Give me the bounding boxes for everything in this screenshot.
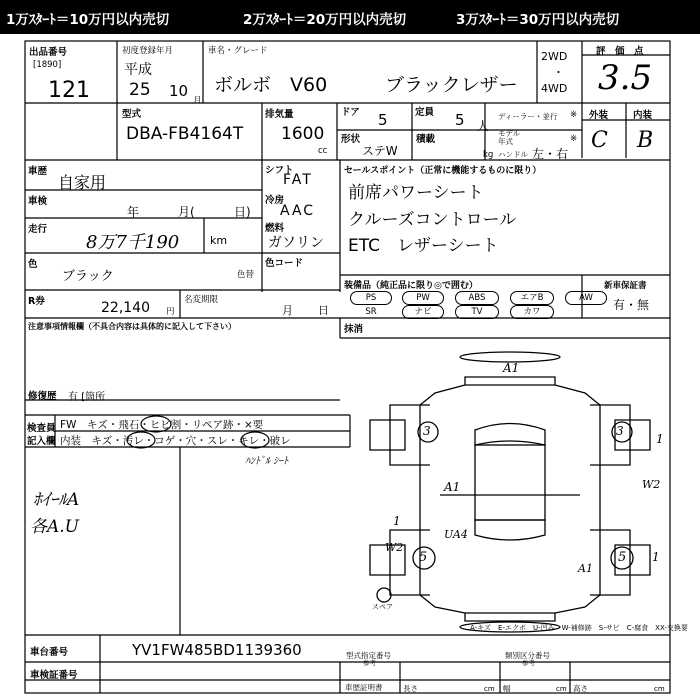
- registration-era: 平成: [124, 62, 152, 78]
- equip-sr: SR: [365, 307, 377, 317]
- drive-dot: ・: [553, 66, 564, 79]
- banner-start-10k: 1万ｽﾀｰﾄ＝10万円以内売切: [6, 12, 170, 28]
- displacement-value: 1600: [281, 124, 325, 144]
- handle-value: 左・右: [532, 147, 569, 161]
- dealer-mark: ※: [570, 110, 578, 120]
- score-label: 評 価 点: [596, 46, 644, 57]
- lot-label: 出品番号: [29, 47, 68, 58]
- lot-sub: [1890]: [33, 60, 62, 70]
- name-change-day: 日: [318, 304, 329, 317]
- form-sub: 参考: [363, 659, 376, 667]
- shift-label: シフト: [265, 165, 294, 176]
- equip-airbag: エアB: [510, 291, 554, 305]
- drive-2wd: 2WD: [541, 50, 568, 63]
- lot-number: 121: [48, 78, 90, 103]
- history-count-label: 車検証番号: [30, 670, 78, 681]
- aircon-label: 冷房: [265, 195, 285, 206]
- capacity-label: 定員: [415, 107, 435, 118]
- inspection-year: 年: [127, 205, 140, 219]
- handwritten-note-each: 各A.U: [30, 517, 80, 537]
- equip-aw: AW: [565, 291, 607, 305]
- inspection-label: 車検: [28, 196, 48, 207]
- chassis-label: 車台番号: [30, 647, 69, 658]
- warranty-label: 新車保証書: [604, 281, 647, 291]
- handwritten-note-handle-seat: ﾊﾝﾄﾞﾙ ｼｰﾄ: [245, 456, 289, 467]
- equip-pw: PW: [402, 291, 444, 305]
- car-name: ボルボ V60: [214, 74, 328, 96]
- length-unit: cm: [484, 685, 495, 693]
- damage-mark-front-left: 3: [423, 424, 431, 438]
- registration-month: 10: [169, 82, 189, 100]
- sales-point-1: 前席パワーシート: [348, 183, 484, 203]
- usage-value: 自家用: [58, 173, 107, 192]
- model-year-mark: ※: [570, 134, 578, 144]
- equip-leather: カワ: [510, 305, 554, 319]
- damage-mark-left-1: 1: [393, 514, 401, 528]
- inspector-entry-label: 記入欄: [27, 436, 56, 447]
- sales-point-3: ETC レザーシート: [348, 236, 499, 256]
- capacity-value: 5: [455, 111, 465, 129]
- banner-start-30k: 3万ｽﾀｰﾄ＝30万円以内売切: [456, 12, 620, 28]
- damage-mark-front-right: 3: [616, 424, 624, 438]
- doors-label: ドア: [341, 107, 360, 118]
- mileage-value: 8万7千190: [86, 232, 180, 253]
- equip-abs: ABS: [455, 291, 499, 305]
- grade-int-value: B: [637, 128, 654, 153]
- recycle-unit: 円: [166, 307, 175, 317]
- shift-value: FAT: [283, 172, 313, 188]
- model-value: DBA-FB4164T: [126, 124, 244, 144]
- fuel-value: ガソリン: [268, 235, 324, 251]
- registration-month-unit: 月: [193, 96, 202, 106]
- model-year-label: モデル年式: [498, 129, 521, 146]
- name-change-month: 月: [282, 304, 293, 317]
- color-change: 色替: [237, 270, 255, 280]
- registration-year: 25: [129, 80, 151, 100]
- mileage-unit: km: [210, 234, 228, 247]
- damage-mark-rear-a1: A1: [578, 562, 593, 575]
- inspector-label: 検査員: [27, 423, 56, 434]
- score-value: 3.5: [598, 58, 653, 98]
- damage-mark-left-w2: W2: [385, 541, 404, 554]
- class-sub: 参考: [522, 659, 535, 667]
- doors-value: 5: [378, 111, 388, 129]
- height-label: 高さ: [573, 684, 588, 693]
- color-value: ブラック: [62, 269, 114, 284]
- equip-ps: PS: [350, 291, 392, 305]
- drive-4wd: 4WD: [541, 82, 568, 95]
- damage-mark-right-w2: W2: [642, 478, 661, 491]
- inspector-row-fw: FW キズ・飛石・ヒビ割・リペア跡・×要: [60, 419, 264, 431]
- displacement-unit: cc: [318, 146, 328, 156]
- inspection-day: 日): [234, 205, 251, 219]
- shape-value: ステW: [362, 144, 398, 158]
- usage-label: 車歴: [28, 166, 48, 177]
- recycle-label: R券: [28, 296, 45, 307]
- repair-history: 修復歴: [28, 391, 57, 402]
- equip-navi: ナビ: [402, 305, 444, 319]
- form-label: 型式指定番号: [346, 651, 391, 660]
- fuel-label: 燃料: [265, 223, 285, 234]
- damage-mark-roof-ua4: UA4: [444, 528, 468, 541]
- grade-ext-label: 外装: [589, 110, 609, 121]
- displacement-label: 排気量: [265, 109, 294, 120]
- damage-mark-rear-left: 5: [419, 550, 428, 565]
- equip-tv: TV: [455, 305, 499, 319]
- car-grade: ブラックレザー: [385, 74, 518, 96]
- banner-start-20k: 2万ｽﾀｰﾄ＝20万円以内売切: [243, 12, 407, 28]
- length-label: 長さ: [403, 684, 418, 693]
- chassis-value: YV1FW485BD1139360: [132, 641, 302, 659]
- notes-label: 注意事項情報欄（不具合内容は具体的に記入して下さい）: [28, 322, 236, 331]
- damage-mark-rear-right: 5: [618, 550, 627, 565]
- class-label: 類別区分番号: [505, 651, 550, 660]
- name-change-label: 名変期限: [184, 295, 219, 305]
- damage-mark-top: A1: [503, 361, 520, 375]
- certificate-label: 車歴証明書: [345, 683, 383, 692]
- recycle-value: 22,140: [101, 300, 150, 316]
- color-code-label: 色コード: [265, 258, 304, 269]
- load-unit: kg: [483, 150, 494, 160]
- handle-label: ハンドル: [498, 150, 528, 159]
- damage-mark-left-a1: A1: [444, 480, 461, 494]
- shape-label: 形状: [341, 134, 361, 145]
- damage-legend: A-キズ E-エクボ U-凹み W-補修跡 S-サビ C-腐食 XX-交換要: [470, 624, 688, 632]
- warranty-value: 有・無: [613, 298, 650, 312]
- disposal-label: 抹消: [344, 324, 364, 335]
- car-label: 車名・グレード: [208, 46, 268, 56]
- mileage-label: 走行: [28, 224, 48, 235]
- inspection-month: 月(: [178, 205, 195, 219]
- color-label: 色: [28, 259, 38, 270]
- grade-int-label: 内装: [633, 110, 653, 121]
- load-label: 積載: [416, 134, 436, 145]
- width-unit: cm: [556, 685, 567, 693]
- dealer-label: ディーラー・並行: [498, 112, 558, 121]
- sales-points-label: セールスポイント（正常に機能するものに限り）: [344, 166, 542, 176]
- model-label: 型式: [122, 109, 142, 120]
- inspector-row-interior: 内装 キズ・汚レ・コゲ・穴・スレ・キレ・破レ: [60, 435, 291, 447]
- damage-mark-right-1: 1: [656, 432, 664, 446]
- capacity-unit: 人: [477, 119, 490, 133]
- width-label: 幅: [503, 684, 511, 693]
- damage-mark-right-rear-1: 1: [652, 550, 660, 564]
- equipment-label: 装備品（純正品に限り◎で囲む）: [344, 281, 478, 291]
- car-damage-diagram: [350, 345, 670, 635]
- sales-point-2: クルーズコントロール: [348, 210, 517, 230]
- aircon-value: AAC: [280, 203, 316, 219]
- height-unit: cm: [654, 685, 665, 693]
- handwritten-note-wheel: ﾎｲｰﾙA: [33, 490, 80, 510]
- registration-label: 初度登録年月: [122, 46, 174, 56]
- repair-history-value: 有 [箇所: [68, 392, 106, 403]
- spare-label: スペア: [372, 603, 393, 611]
- grade-ext-value: C: [591, 128, 608, 153]
